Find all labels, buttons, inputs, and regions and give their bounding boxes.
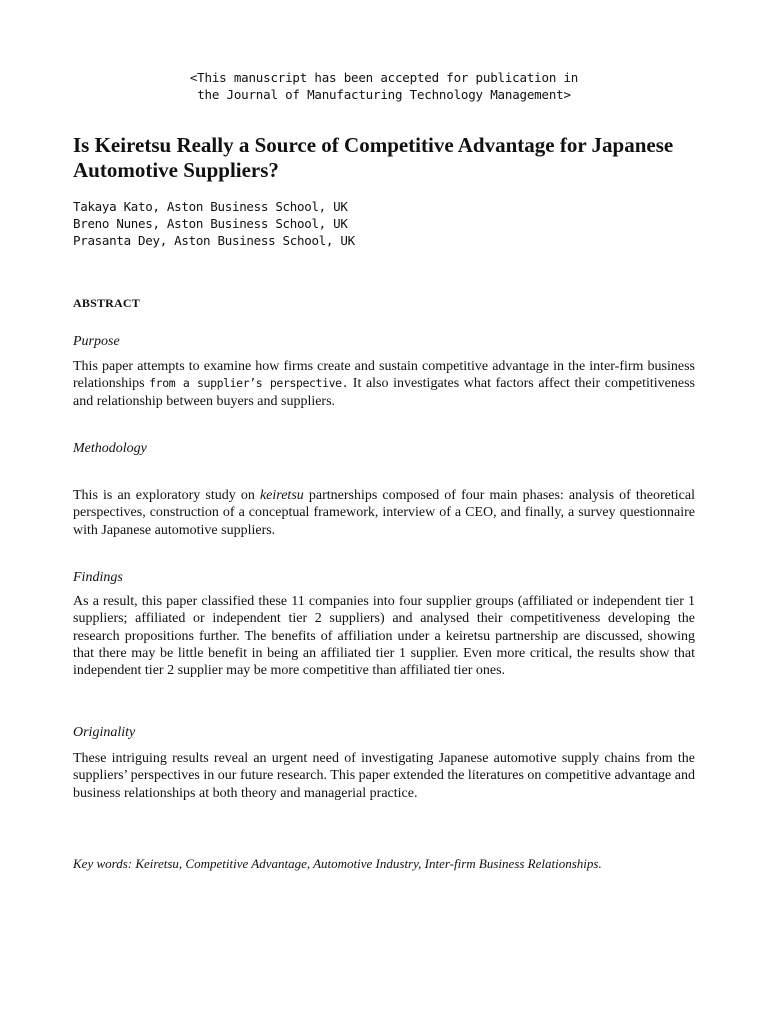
publication-notice-line-1: <This manuscript has been accepted for publication in	[189, 70, 579, 85]
methodology-text-italic: keiretsu	[259, 488, 304, 503]
methodology-text-a: This is an exploratory study on	[73, 488, 260, 503]
paper-title: Is Keiretsu Really a Source of Competitive Advantage for Japanese Automotive Suppliers?	[73, 133, 674, 182]
author-3: Prasanta Dey, Aston Business School, UK	[73, 233, 355, 248]
findings-paragraph: As a result, this paper classified these 11 companies into four supplier groups (affiliated or independent tier 1 suppliers; affiliated or independent tier 2 suppliers) and analysed their competitiveness developing the research propositions further. The benefits of affiliation under a keiretsu partnership are discussed, showing that there may be little benefit in being an affiliated tier 1 supplier. Even more critical, the results show that independent tier 2 supplier may be more competitive than affiliated tier ones.	[73, 594, 695, 679]
originality-paragraph: These intriguing results reveal an urgent need of investigating Japanese automotive supply chains from the suppliers’ perspectives in our future research. This paper extended the literatures on competitive advantage and business relationships at both theory and managerial practice.	[73, 751, 695, 801]
purpose-text-a: This paper attempts to examine how firms create and sustain competitive advantage in the inter-firm business relationships	[73, 359, 695, 392]
publication-notice-line-2: the Journal of Manufacturing Technology Management>	[197, 87, 571, 102]
originality-heading: Originality	[73, 725, 136, 740]
author-2: Breno Nunes, Aston Business School, UK	[73, 216, 348, 231]
purpose-heading: Purpose	[73, 334, 120, 349]
findings-heading: Findings	[73, 570, 123, 585]
purpose-text-mono: from a supplier’s perspective.	[149, 376, 349, 391]
author-1: Takaya Kato, Aston Business School, UK	[73, 199, 348, 214]
purpose-paragraph	[73, 358, 695, 410]
author-list	[73, 198, 355, 249]
methodology-paragraph	[73, 487, 695, 539]
methodology-text-b: partnerships composed of four main phases: analysis of theoretical perspectives, construction of a conceptual framework, interview of a CEO, and finally, a survey questionnaire with Japanese automotive suppliers.	[73, 488, 695, 538]
abstract-heading: ABSTRACT	[73, 296, 140, 310]
keywords-line: Key words: Keiretsu, Competitive Advantage, Automotive Industry, Inter-firm Business Relationships.	[73, 856, 602, 871]
methodology-heading: Methodology	[73, 441, 147, 456]
purpose-text-b: It also investigates what factors affect their competitiveness and relationship between buyers and suppliers.	[73, 376, 695, 409]
publication-notice	[0, 69, 768, 103]
